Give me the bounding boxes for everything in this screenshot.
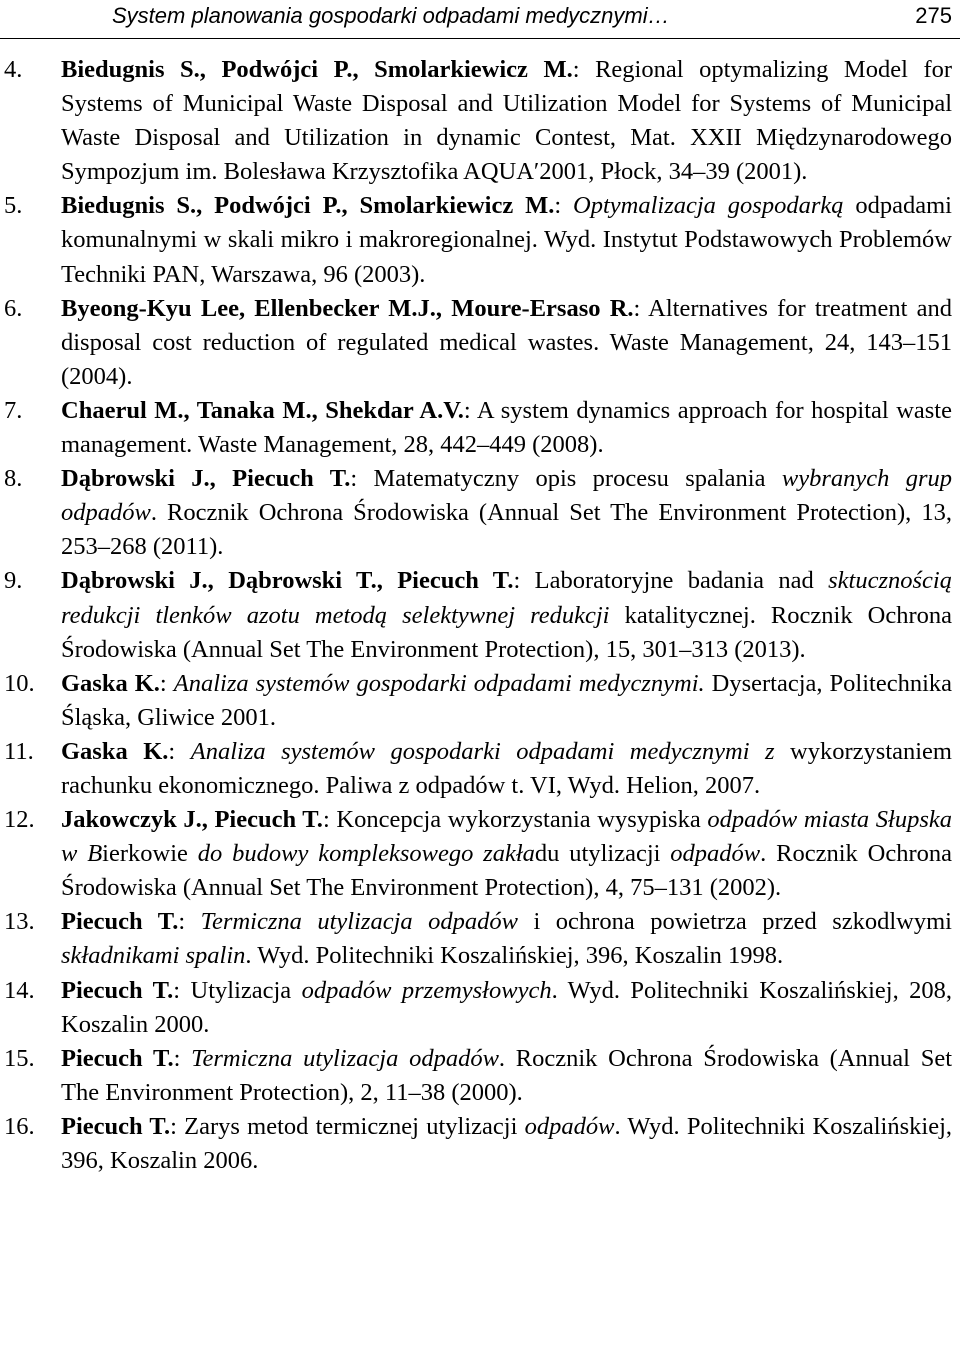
reference-item xyxy=(0,53,952,189)
reference-authors: Piecuch T. xyxy=(61,1112,171,1140)
reference-text-segment: : Regional optymalizing Model for Systems of Municipal Waste Disposal and Utilization Model for Systems of Municipal Waste Disposal and Utilization in dynamic Contest, Mat. XXII Międzynarodowego Sympozjum im. Bolesława Krzysztofika AQUA′2001, Płock, 34–39 (2001). xyxy=(61,56,953,186)
reference-text xyxy=(61,567,952,662)
reference-number: 11. xyxy=(4,737,34,765)
reference-authors: Piecuch T. xyxy=(61,976,174,1004)
reference-text-segment: . Wyd. Politechniki Koszalińskiej, 208, Koszalin 2000. xyxy=(61,976,952,1038)
reference-text-segment: wykorzystaniem rachunku ekonomicznego. Paliwa z odpadów t. VI, Wyd. Helion, 2007. xyxy=(61,737,952,799)
reference-text-segment: : xyxy=(159,669,174,697)
reference-number: 8. xyxy=(4,465,23,493)
reference-text-segment: . Rocznik Ochrona Środowiska (Annual Set The Environment Protection), 13, 253–268 (2011). xyxy=(61,499,952,561)
reference-title-italic: Termiczna utylizacja odpadów xyxy=(191,1044,499,1072)
reference-text-segment: : xyxy=(173,1044,192,1072)
reference-text-segment: : A system dynamics approach for hospital waste management. Waste Management, 28, 442–449 (2008). xyxy=(61,396,952,459)
reference-number: 13. xyxy=(4,908,35,936)
reference-text-segment: odpadami komunalnymi w skali mikro i makroregionalnej. Wyd. Instytut Podstawowych Problemów Techniki PAN, Warszawa, 96 (2003). xyxy=(61,192,952,288)
running-header xyxy=(0,0,960,39)
reference-text-segment: . Rocznik Ochrona Środowiska (Annual Set The Environment Protection), 2, 11–38 (2000). xyxy=(61,1044,953,1106)
reference-title-italic: do budowy kompleksowego zakła xyxy=(197,840,535,868)
reference-item xyxy=(0,462,952,564)
reference-item xyxy=(0,189,952,291)
reference-title-italic: Analiza systemów gospodarki odpadami medycznymi. xyxy=(173,669,705,697)
reference-text-segment: Dysertacja, Politechnika Śląska, Gliwice 2001. xyxy=(61,669,953,731)
reference-text xyxy=(61,1045,952,1106)
reference-item xyxy=(0,564,952,666)
reference-authors: Dąbrowski J., Piecuch T. xyxy=(61,465,351,493)
reference-number: 14. xyxy=(4,976,35,1004)
reference-text-segment: i ochrona powietrza przed szkodlwymi xyxy=(517,908,952,936)
running-title: System planowania gospodarki odpadami medycznymi… xyxy=(112,3,670,28)
reference-text xyxy=(61,738,952,799)
reference-list xyxy=(0,53,952,1178)
reference-text xyxy=(61,192,952,287)
reference-item xyxy=(0,1110,952,1178)
reference-authors: Dąbrowski J., Dąbrowski T., Piecuch T. xyxy=(61,567,514,595)
reference-text-segment: ierkowie xyxy=(102,840,198,868)
reference-item xyxy=(0,292,952,394)
reference-text xyxy=(61,908,952,969)
reference-text-segment: . Wyd. Politechniki Koszalińskiej, 396, Koszalin 1998. xyxy=(245,942,784,970)
reference-number: 9. xyxy=(4,567,23,595)
reference-text-segment: : Koncepcja wykorzystania wysypiska xyxy=(322,806,708,834)
reference-text xyxy=(61,295,952,390)
reference-authors: Byeong-Kyu Lee, Ellenbecker M.J., Moure-Ersaso R. xyxy=(61,294,634,322)
reference-text-segment: : Zarys metod termicznej utylizacji xyxy=(170,1112,525,1140)
reference-text xyxy=(61,806,952,901)
reference-number: 15. xyxy=(4,1044,35,1072)
reference-title-italic: sktucznością redukcji tlenków azotu metodą selektywnej redukcji xyxy=(61,567,952,629)
reference-title-italic: odpadów miasta Słupska w B xyxy=(61,806,953,868)
reference-text-segment: : Alternatives for treatment and disposal cost reduction of regulated medical wastes. Waste Management, 24, 143–151 (2004). xyxy=(61,294,952,390)
reference-item xyxy=(0,905,952,973)
reference-title-italic: odpadów przemysłowych xyxy=(301,976,552,1004)
reference-item xyxy=(0,735,952,803)
reference-text xyxy=(61,56,952,185)
reference-text xyxy=(61,977,952,1038)
reference-item xyxy=(0,1042,952,1110)
reference-text-segment: : xyxy=(168,737,191,765)
reference-text-segment: du utylizacji xyxy=(534,840,671,868)
reference-number: 10. xyxy=(4,669,35,697)
reference-text xyxy=(61,397,952,458)
reference-authors: Piecuch T. xyxy=(61,908,179,936)
page-number: 275 xyxy=(915,3,952,28)
reference-title-italic: Analiza systemów gospodarki odpadami medycznymi z xyxy=(190,737,775,765)
reference-authors: Chaerul M., Tanaka M., Shekdar A.V. xyxy=(61,396,464,424)
reference-number: 12. xyxy=(4,806,35,834)
reference-title-italic: Termiczna utylizacja odpadów xyxy=(200,908,518,936)
reference-title-italic: Optymalizacja gospodarką xyxy=(573,192,844,220)
reference-text xyxy=(61,465,952,560)
reference-authors: Biedugnis S., Podwójci P., Smolarkiewicz M. xyxy=(61,192,555,220)
reference-item xyxy=(0,667,952,735)
reference-text-segment: : xyxy=(178,908,201,936)
reference-text xyxy=(61,1113,952,1174)
reference-number: 5. xyxy=(4,192,23,220)
reference-authors: Biedugnis S., Podwójci P., Smolarkiewicz M. xyxy=(61,56,573,83)
reference-title-italic: składnikami spalin xyxy=(61,942,246,970)
reference-number: 6. xyxy=(4,294,23,322)
reference-item xyxy=(0,803,952,905)
reference-number: 7. xyxy=(4,396,23,424)
reference-text-segment: : xyxy=(554,192,574,220)
reference-text xyxy=(61,670,952,731)
reference-text-segment: . Wyd. Politechniki Koszalińskiej, 396, Koszalin 2006. xyxy=(61,1112,952,1174)
reference-authors: Gaska K. xyxy=(61,737,169,765)
reference-title-italic: odpadów xyxy=(524,1112,615,1140)
reference-title-italic: odpadów xyxy=(670,840,761,868)
reference-title-italic: wybranych grup odpadów xyxy=(61,465,953,527)
reference-authors: Jakowczyk J., Piecuch T. xyxy=(61,806,323,834)
reference-number: 16. xyxy=(4,1112,35,1140)
reference-text-segment: . Rocznik Ochrona Środowiska (Annual Set The Environment Protection), 4, 75–131 (2002). xyxy=(61,840,952,902)
reference-text-segment: : Matematyczny opis procesu spalania xyxy=(350,465,782,493)
reference-authors: Gaska K. xyxy=(61,669,160,697)
reference-authors: Piecuch T. xyxy=(61,1044,174,1072)
reference-text-segment: : Laboratoryjne badania nad xyxy=(513,567,829,595)
reference-text-segment: katalitycznej. Rocznik Ochrona Środowiska (Annual Set The Environment Protection), 15, 301–313 (2013). xyxy=(61,601,953,663)
reference-item xyxy=(0,974,952,1042)
reference-number: 4. xyxy=(4,56,23,83)
reference-item xyxy=(0,394,952,462)
reference-text-segment: : Utylizacja xyxy=(173,976,302,1004)
